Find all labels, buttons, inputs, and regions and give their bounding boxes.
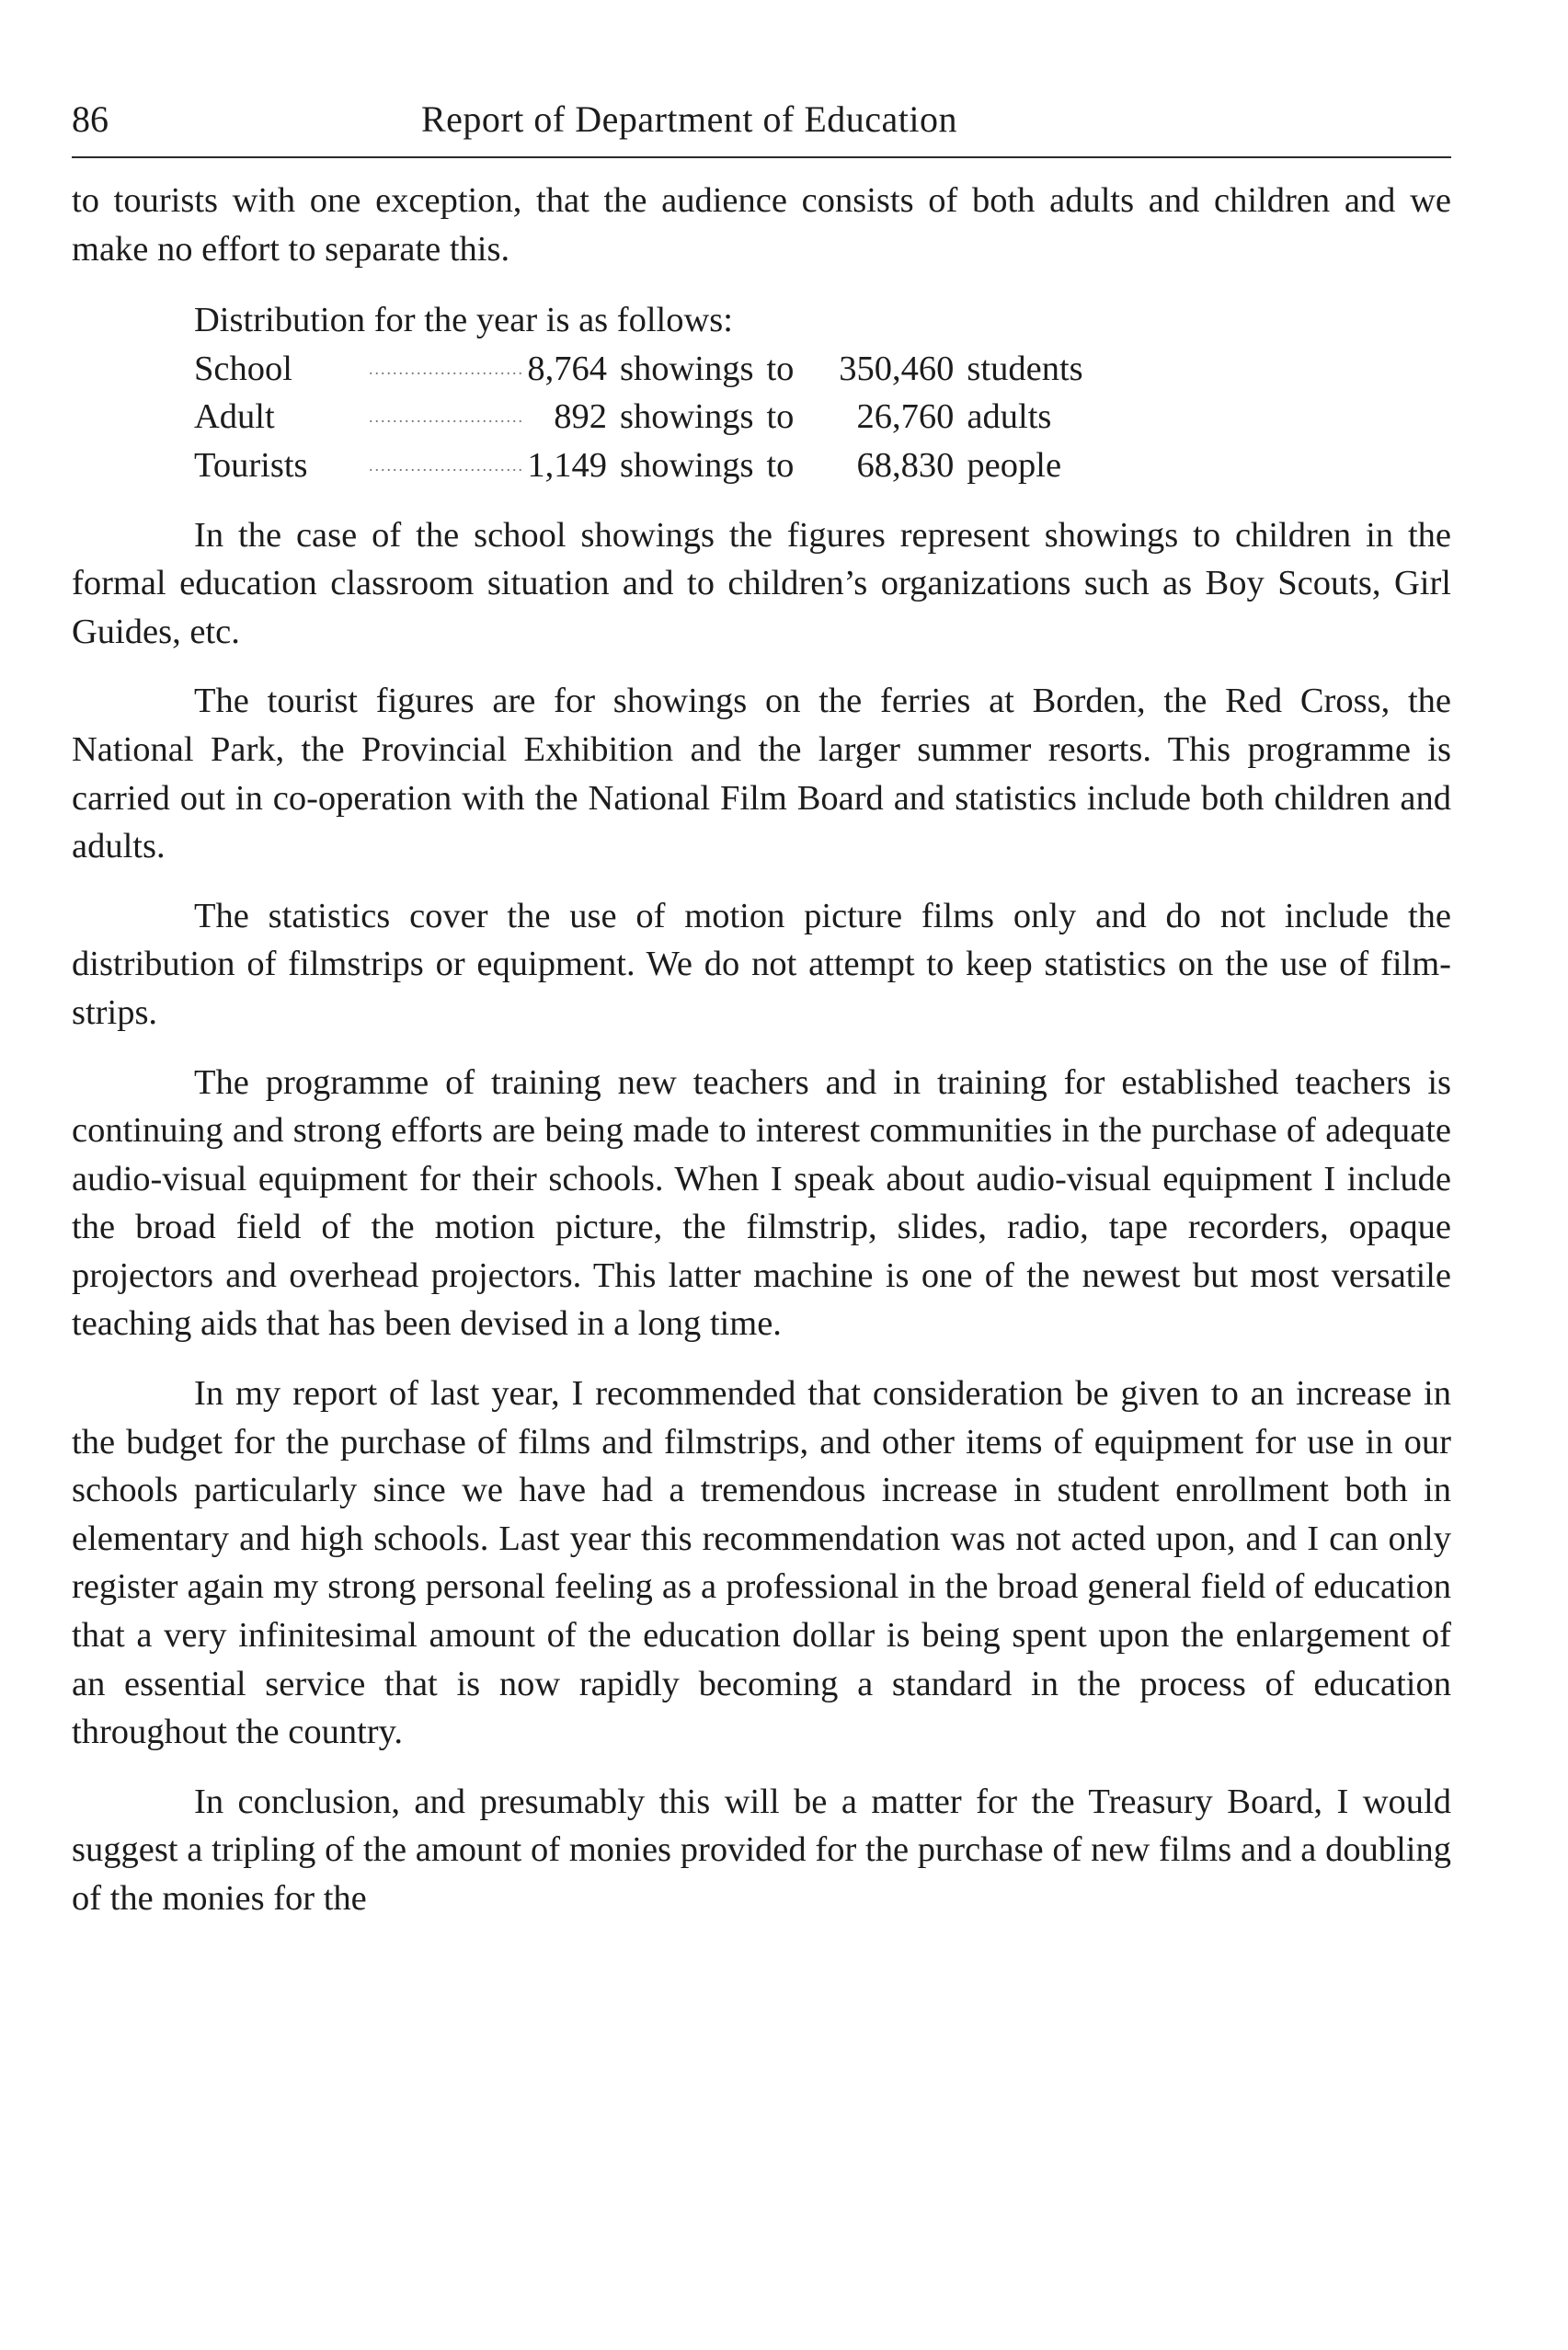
dot-leader: ..........................: [369, 407, 524, 427]
showings-count: 1,149: [527, 445, 607, 485]
distribution-category: Tourists: [194, 445, 308, 485]
paragraph-budget-recommendation: In my report of last year, I recommended that consideration be given to an increase in the budget for the purchase of films and filmstrips, and other items of equipment for use in our schools particularly since we have had a tremendous increase in student enrollment both in elementary and high schools. Last year this recommendation was not acted upon, and I can only register again my strong personal feeling as a professional in the broad general field of education that a very infinitesimal amount of the education dollar is being spent upon the enlargement of an essential service that is now rapidly becoming a standard in the process of education throughout the country.: [72, 1374, 1451, 1752]
distribution-row-adult: [194, 393, 1083, 441]
audience-count: 68,830: [856, 445, 955, 485]
page-header: [72, 92, 1451, 147]
audience-label: people: [967, 445, 1062, 485]
paragraph-conclusion: In conclusion, and presumably this will be a matter for the Treasury Board, I would suggest a tripling of the amount of monies provided for the purchase of new films and a doubling of the monies for the: [72, 1782, 1451, 1918]
audience-label: students: [967, 349, 1083, 388]
running-title: Report of Department of Education: [421, 98, 957, 140]
dot-leader: ..........................: [369, 359, 524, 378]
header-rule: [72, 156, 1451, 158]
paragraph-statistics-scope: The statistics cover the use of motion picture films only and do not include the distribution of filmstrips or equipment. We do not attempt to keep statistics on the use of film-strips.: [72, 896, 1451, 1032]
audience-count: 26,760: [856, 397, 955, 437]
audience-count: 350,460: [839, 349, 955, 388]
document-body: [72, 177, 1451, 1923]
dot-leader: ..........................: [369, 455, 524, 475]
audience-label: adults: [967, 397, 1052, 437]
page-number: 86: [72, 98, 109, 140]
paragraph-tourist-figures: The tourist figures are for showings on the ferries at Borden, the Red Cross, the National Park, the Provincial Exhibition and the larger summer resorts. This programme is carried out in co-operation with the National Film Board and statistics include both children and adults.: [72, 682, 1451, 866]
document-page: [72, 0, 1451, 2350]
distribution-row-tourists: [194, 441, 1083, 490]
paragraph-continuation: to tourists with one exception, that the audience consists of both adults and children and we make no effort to separate this.: [72, 181, 1451, 269]
paragraph-school-showings: In the case of the school showings the figures represent showings to children in the formal education classroom situation and to children’s organizations such as Boy Scouts, Girl Guides, etc.: [72, 515, 1451, 651]
showings-count: 892: [554, 397, 607, 437]
paragraph-teacher-training: The programme of training new teachers and in training for established teachers is continuing and strong efforts are being made to interest communities in the purchase of adequate audio-visual equipment for their schools. When I speak about audio-visual equipment I include the broad field of the motion picture, the filmstrip, slides, radio, tape recorders, opaque projectors and overhead projectors. This latter machine is one of the newest but most versatile teaching aids that has been devised in a long time.: [72, 1062, 1451, 1344]
to-word: to: [766, 349, 795, 388]
showings-word: showings: [620, 349, 754, 388]
distribution-category: School: [194, 349, 292, 388]
showings-word: showings: [620, 445, 754, 485]
showings-count: 8,764: [527, 349, 607, 388]
distribution-category: Adult: [194, 397, 275, 437]
distribution-intro: Distribution for the year is as follows:: [194, 301, 733, 340]
showings-word: showings: [620, 397, 754, 437]
distribution-table: [194, 345, 1083, 490]
distribution-row-school: [194, 345, 1083, 394]
to-word: to: [766, 397, 795, 437]
to-word: to: [766, 445, 795, 485]
